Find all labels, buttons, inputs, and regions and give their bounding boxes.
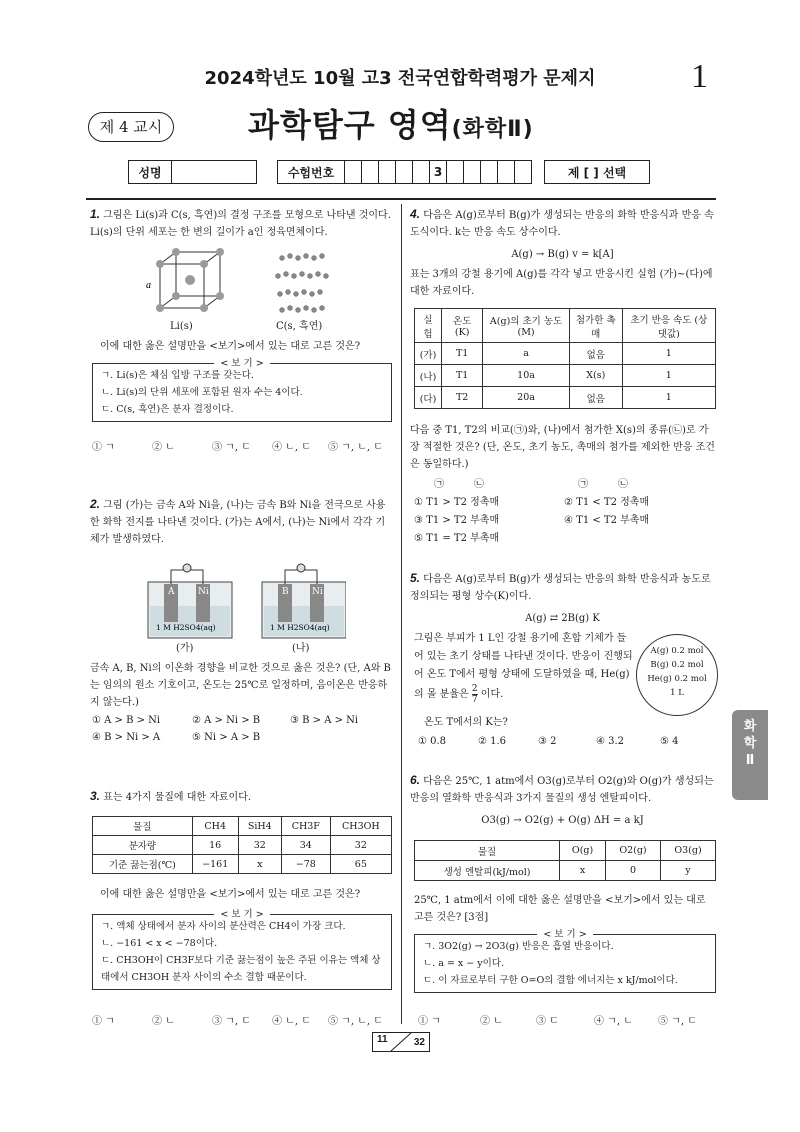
table-header: 물질 [93, 817, 193, 836]
bogi-title: < 보 기 > [214, 358, 269, 369]
question-prompt: 다음 중 T1, T2의 비교(㉠)와, (나)에서 첨가한 X(s)의 종류(㉡)로 가장 적절한 것은? (단, 온도, 초기 농도, 촉매의 첨가를 제외한 반응 조건은 동일하다.) [410, 425, 715, 470]
question-number: 4. [410, 207, 421, 221]
fraction-denominator: 7 [471, 695, 478, 705]
table-cell: 1 [622, 343, 715, 365]
exam-no-fixed: 3 [430, 161, 447, 184]
exam-no-cell[interactable] [362, 161, 379, 184]
question-number: 1. [90, 207, 101, 221]
subject-sub: (화학Ⅱ) [451, 117, 534, 142]
table-cell: 기준 끓는점(℃) [93, 855, 193, 874]
table-cell: 1 [622, 365, 715, 387]
answer-choices [92, 1012, 392, 1027]
equilibrium-equation: A(g) ⇄ 2B(g) K [525, 613, 600, 624]
experiment-table [414, 308, 716, 409]
table-header: SiH4 [238, 817, 281, 836]
exam-no-cell[interactable] [464, 161, 481, 184]
exam-title: 2024학년도 10월 고3 전국연합학력평가 문제지 [204, 68, 596, 89]
bogi-item: ㄴ. Li(s)의 단위 세포에 포함된 원자 수는 4이다. [101, 387, 303, 398]
table-cell: 생성 엔탈피(kJ/mol) [415, 861, 560, 881]
table-header: 첨가한 촉매 [569, 309, 622, 343]
table-cell: −161 [192, 855, 238, 874]
select-label: 제 [ ] 선택 [545, 161, 650, 184]
table-cell: y [660, 861, 715, 881]
table-cell: (가) [415, 343, 442, 365]
bogi-item: ㄴ. −161 < x < −78이다. [101, 938, 218, 949]
table-cell: (나) [415, 365, 442, 387]
choice-1[interactable]: ① 0.8 [418, 736, 447, 747]
bogi-item: ㄱ. Li(s)은 체심 입방 구조를 갖는다. [101, 370, 254, 381]
table-header: O2(g) [605, 841, 660, 861]
table-cell: T1 [442, 343, 483, 365]
answer-choices [418, 736, 718, 747]
info-row [128, 160, 650, 184]
side-tab-char: Ⅱ [745, 753, 755, 768]
question-6 [410, 772, 715, 807]
name-field[interactable] [172, 161, 257, 184]
choice-4[interactable]: ④ T1 < T2 부촉매 [564, 515, 650, 526]
li-label: Li(s) [170, 321, 193, 332]
choice-3[interactable]: ③ 2 [538, 736, 557, 747]
electrode-a: A [168, 587, 175, 597]
choice-2[interactable]: ② 1.6 [478, 736, 507, 747]
choice-5[interactable]: ⑤ ㄱ, ㄴ, ㄷ [328, 1016, 383, 1027]
table-cell: 32 [330, 836, 391, 855]
question-1 [90, 206, 392, 241]
subject-side-tab [732, 710, 768, 800]
answer-choices [92, 712, 392, 746]
table-header: O3(g) [660, 841, 715, 861]
question-text-2 [414, 630, 634, 705]
choice-4[interactable]: ④ ㄴ, ㄷ [272, 1016, 311, 1027]
table-header: A(g)의 초기 농도(M) [483, 309, 570, 343]
question-text: 표는 4가지 물질에 대한 자료이다. [103, 792, 252, 803]
table-cell: 분자량 [93, 836, 193, 855]
question-number: 5. [410, 571, 421, 585]
table-cell: 65 [330, 855, 391, 874]
exam-no-cell[interactable] [345, 161, 362, 184]
choice-4[interactable]: ④ ㄱ, ㄴ [594, 1016, 633, 1027]
substance-table [92, 816, 392, 874]
bogi-item: ㄷ. C(s, 흑연)은 분자 결정이다. [101, 404, 234, 415]
column-divider [401, 204, 402, 1024]
bogi-title: < 보 기 > [214, 909, 269, 920]
choice-4[interactable]: ④ 3.2 [596, 736, 625, 747]
page-counter [372, 1032, 430, 1052]
page-number: 1 [691, 58, 708, 95]
choice-1[interactable]: ① A > B > Ni [92, 715, 161, 726]
question-text: 그림은 Li(s)과 C(s, 흑연)의 결정 구조를 모형으로 나타낸 것이다. Li(s)의 단위 세포는 한 변의 길이가 a인 정육면체이다. [90, 210, 391, 238]
side-tab-char: 화 [743, 719, 757, 734]
choice-5[interactable]: ⑤ T1 = T2 부촉매 [414, 533, 500, 544]
choice-2[interactable]: ② ㄴ [152, 442, 175, 453]
choice-4[interactable]: ④ ㄴ, ㄷ [272, 442, 311, 453]
exam-no-label: 수험번호 [278, 161, 345, 184]
edge-label: a [146, 280, 151, 291]
header-rule [86, 198, 716, 200]
exam-no-cell[interactable] [498, 161, 515, 184]
table-header: 초기 반응 속도 (상댓값) [622, 309, 715, 343]
bogi-item: ㄱ. 3O2(g) → 2O3(g) 반응은 흡열 반응이다. [423, 941, 614, 952]
table-header: 온도 (K) [442, 309, 483, 343]
exam-no-cell[interactable] [481, 161, 498, 184]
thermo-equation: O3(g) → O2(g) + O(g) ΔH = a kJ [481, 815, 644, 826]
exam-no-cell[interactable] [379, 161, 396, 184]
choice-3[interactable]: ③ B > A > Ni [290, 715, 359, 726]
choice-col-heads [434, 476, 714, 493]
table-cell: 0 [605, 861, 660, 881]
gas-amount: B(g) 0.2 mol [650, 660, 704, 670]
question-text: 다음은 25℃, 1 atm에서 O3(g)로부터 O2(g)와 O(g)가 생성되는 반응의 열화학 반응식과 3가지 물질의 생성 엔탈피이다. [410, 776, 714, 804]
question-text-body: 그림은 부피가 1 L인 강철 용기에 혼합 기체가 들어 있는 초기 상태를 나타낸 것이다. 반응이 진행되어 온도 T에서 평형 상태에 도달하였을 때, He(g)의 몰 분율은 [414, 633, 633, 700]
choice-1[interactable]: ① ㄱ [418, 1016, 441, 1027]
rate-equation: A(g) → B(g) v = k[A] [511, 249, 614, 260]
cell-label-a: (가) [176, 643, 194, 654]
question-text: 그림 (가)는 금속 A와 Ni을, (나)는 금속 B와 Ni을 전극으로 사용한 화학 전지를 나타낸 것이다. (가)는 A에서, (나)는 Ni에서 각각 기체가 발생하였다. [90, 500, 386, 545]
question-prompt: 이에 대한 옳은 설명만을 <보기>에서 있는 대로 고른 것은? [100, 889, 361, 900]
table-cell: (다) [415, 387, 442, 409]
table-cell: 1 [622, 387, 715, 409]
table-cell: x [238, 855, 281, 874]
col-head: ㉡ [618, 479, 628, 490]
electrolyte-label: 1 M H2SO4(aq) [270, 623, 330, 632]
table-header: CH3OH [330, 817, 391, 836]
electrode-ni: Ni [198, 587, 209, 597]
question-prompt: 이에 대한 옳은 설명만을 <보기>에서 있는 대로 고른 것은? [100, 341, 361, 352]
choice-1[interactable]: ① ㄱ [92, 1016, 115, 1027]
graphite-label: C(s, 흑연) [276, 321, 323, 332]
question-3 [90, 788, 392, 806]
col-head: ㉠ [578, 479, 588, 490]
answer-choices [92, 438, 392, 453]
choice-2[interactable]: ② A > Ni > B [192, 715, 261, 726]
electrode-b: B [282, 587, 289, 597]
choice-5[interactable]: ⑤ Ni > A > B [192, 732, 261, 743]
choice-1[interactable]: ① ㄱ [92, 442, 115, 453]
electrolyte-label: 1 M H2SO4(aq) [156, 623, 216, 632]
bogi-box [92, 358, 392, 422]
table-cell: X(s) [569, 365, 622, 387]
table-cell: 16 [192, 836, 238, 855]
electrode-ni: Ni [312, 587, 323, 597]
col-head: ㉡ [474, 479, 484, 490]
exam-no-cell[interactable] [515, 161, 532, 184]
question-number: 3. [90, 789, 101, 803]
bogi-box [92, 909, 392, 990]
subject-title [248, 100, 534, 146]
table-header: CH4 [192, 817, 238, 836]
question-text: 다음은 A(g)로부터 B(g)가 생성되는 반응의 화학 반응식과 농도로 정의되는 평형 상수(K)이다. [410, 574, 711, 602]
table-cell: −78 [281, 855, 330, 874]
name-label: 성명 [129, 161, 172, 184]
exam-no-cell[interactable] [447, 161, 464, 184]
bogi-item: ㄷ. 이 자료로부터 구한 O=O의 결합 에너지는 x kJ/mol이다. [423, 975, 678, 986]
choice-4[interactable]: ④ B > Ni > A [92, 732, 161, 743]
question-2 [90, 496, 392, 548]
choice-5[interactable]: ⑤ ㄱ, ㄷ [658, 1016, 697, 1027]
col-head: ㉠ [434, 479, 444, 490]
bogi-item: ㄴ. a = x − y이다. [423, 958, 504, 969]
question-number: 2. [90, 497, 101, 511]
table-cell: 20a [483, 387, 570, 409]
container-diagram [636, 634, 718, 716]
fraction-numerator: 2 [471, 684, 478, 694]
table-cell: 없음 [569, 343, 622, 365]
subject-main: 과학탐구 영역 [248, 106, 452, 144]
choice-3[interactable]: ③ T1 > T2 부촉매 [414, 515, 500, 526]
table-header: O(g) [560, 841, 606, 861]
table-cell: 없음 [569, 387, 622, 409]
table-cell: T2 [442, 387, 483, 409]
question-prompt: 금속 A, B, Ni의 이온화 경향을 비교한 것으로 옳은 것은? (단, A와 B는 임의의 원소 기호이고, 온도는 25℃로 일정하며, 음이온은 반응하지 않는다.) [90, 663, 391, 708]
question-text-tail: 이다. [480, 689, 504, 700]
table-cell: 32 [238, 836, 281, 855]
exam-no-cell[interactable] [396, 161, 413, 184]
choice-2[interactable]: ② T1 < T2 정촉매 [564, 497, 650, 508]
question-prompt: 온도 T에서의 K는? [424, 717, 508, 728]
choice-2[interactable]: ② ㄴ [480, 1016, 503, 1027]
total-pages: 32 [413, 1037, 425, 1048]
enthalpy-table [414, 840, 716, 881]
side-tab-char: 학 [743, 736, 757, 751]
answer-choices [414, 494, 714, 548]
table-cell: 34 [281, 836, 330, 855]
current-page: 11 [377, 1034, 388, 1045]
cell-figure [146, 562, 346, 640]
table-header: 실험 [415, 309, 442, 343]
choice-3[interactable]: ③ ㄷ [536, 1016, 559, 1027]
table-cell: T1 [442, 365, 483, 387]
period-label: 제 4 교시 [88, 112, 174, 142]
bogi-title: < 보 기 > [537, 929, 592, 940]
table-cell: 10a [483, 365, 570, 387]
choice-5[interactable]: ⑤ 4 [660, 736, 679, 747]
table-cell: x [560, 861, 606, 881]
table-header: 물질 [415, 841, 560, 861]
choice-1[interactable]: ① T1 > T2 정촉매 [414, 497, 500, 508]
bogi-box [414, 929, 716, 993]
exam-no-cell[interactable] [413, 161, 430, 184]
choice-5[interactable]: ⑤ ㄱ, ㄴ, ㄷ [328, 442, 383, 453]
question-text: 다음은 A(g)로부터 B(g)가 생성되는 반응의 화학 반응식과 반응 속도식이다. k는 반응 속도 상수이다. [410, 210, 714, 238]
gas-amount: A(g) 0.2 mol [650, 646, 704, 656]
choice-2[interactable]: ② ㄴ [152, 1016, 175, 1027]
question-text-2: 표는 3개의 강철 용기에 A(g)를 각각 넣고 반응시킨 실험 (가)~(다)에 대한 자료이다. [410, 269, 713, 297]
bogi-item: ㄱ. 액체 상태에서 분자 사이의 분산력은 CH4이 가장 크다. [101, 921, 346, 932]
question-number: 6. [410, 773, 421, 787]
volume-label: 1 L [670, 688, 684, 698]
cell-label-b: (나) [292, 643, 310, 654]
table-header: CH3F [281, 817, 330, 836]
choice-3[interactable]: ③ ㄱ, ㄷ [212, 1016, 251, 1027]
bogi-item: ㄷ. CH3OH이 CH3F보다 기준 끓는점이 높은 주된 이유는 액체 상태에서 CH3OH 분자 사이의 수소 결합 때문이다. [101, 955, 381, 983]
fraction [472, 684, 478, 705]
question-4 [410, 206, 715, 241]
question-5 [410, 570, 715, 605]
table-cell: a [483, 343, 570, 365]
question-prompt: 25℃, 1 atm에서 이에 대한 옳은 설명만을 <보기>에서 있는 대로 고른 것은? [3점] [414, 895, 706, 923]
choice-3[interactable]: ③ ㄱ, ㄷ [212, 442, 251, 453]
gas-amount: He(g) 0.2 mol [647, 674, 707, 684]
answer-choices [418, 1012, 718, 1027]
